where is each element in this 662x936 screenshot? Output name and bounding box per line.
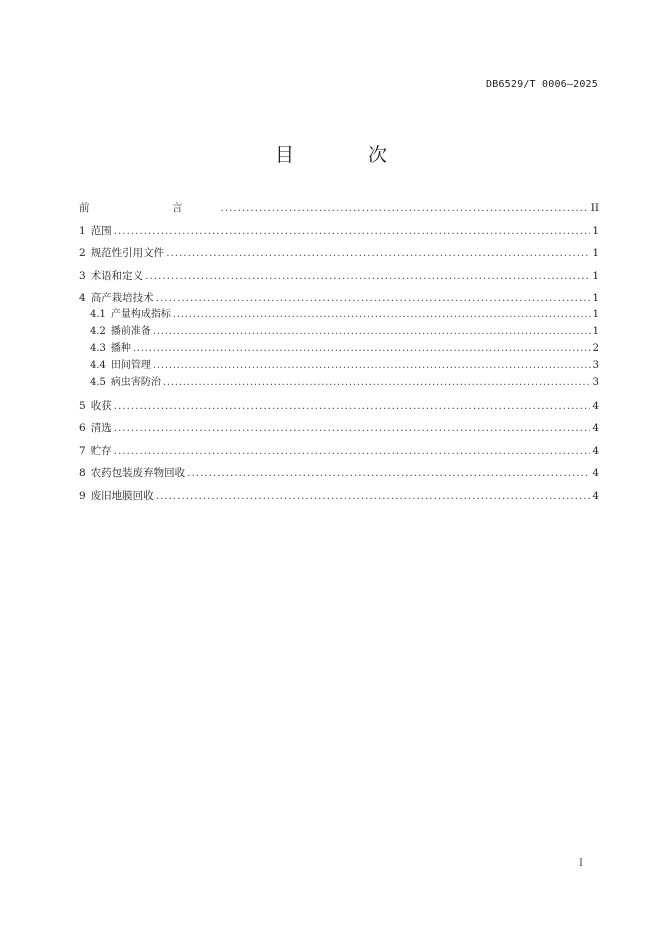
toc-entry-text: 播种: [110, 343, 131, 354]
toc-entry-label: [79, 443, 112, 459]
toc-entry-number: 4.2: [90, 326, 106, 337]
page-number: I: [579, 858, 583, 869]
toc-entry-text: 规范性引用文件: [90, 247, 165, 259]
toc-entry-text: 废旧地膜回收: [90, 489, 154, 502]
toc-entry-page: 4: [592, 444, 599, 457]
toc-entry-number: 1: [79, 224, 86, 237]
toc-entry-5[interactable]: [79, 398, 599, 414]
document-code: DB6529/T 0006—2025: [486, 79, 598, 90]
toc-leader-dots: [187, 465, 590, 481]
toc-leader-dots: [156, 488, 591, 504]
toc-entry-4-3[interactable]: [79, 341, 599, 357]
toc-entry-number: 4.5: [90, 377, 106, 388]
toc-leader-dots: [153, 324, 591, 340]
toc-entry-page: 4: [592, 399, 599, 412]
toc-entry-label: [79, 420, 112, 436]
toc-leader-dots: [166, 245, 590, 261]
toc-entry-text: 术语和定义: [90, 269, 144, 282]
toc-leader-dots: [153, 358, 591, 374]
toc-entry-page: 1: [592, 309, 599, 320]
toc-entry-number: 7: [79, 444, 86, 457]
toc-entry-foreword[interactable]: [79, 200, 599, 216]
toc-entry-number: 4.1: [90, 309, 106, 320]
toc-entry-text: 贮存: [90, 444, 112, 457]
toc-entry-8[interactable]: [79, 465, 599, 481]
toc-entry-3[interactable]: [79, 268, 599, 284]
toc-entry-4[interactable]: [79, 290, 599, 306]
toc-entry-number: 5: [79, 399, 86, 412]
toc-leader-dots: [156, 290, 591, 306]
toc-entry-page: 3: [592, 360, 599, 371]
toc-entry-number: 8: [79, 467, 86, 479]
toc-title-text: 目 次: [274, 144, 422, 166]
toc-entry-page: 1: [592, 224, 599, 237]
toc-title: [0, 140, 662, 167]
toc-entry-label: [79, 245, 164, 261]
toc-entry-label: [79, 268, 143, 284]
toc-entry-text: 田间管理: [110, 360, 151, 371]
toc-entry-label: [90, 341, 131, 357]
toc-entry-label: [90, 307, 171, 323]
toc-leader-dots: [163, 375, 591, 391]
toc-entry-page: 1: [592, 247, 599, 259]
toc-entry-page: 4: [592, 489, 599, 502]
toc-entry-label: [79, 488, 154, 504]
toc-entry-label: [90, 375, 161, 391]
toc-entry-page: 1: [592, 269, 599, 282]
toc-entry-label: [79, 223, 112, 239]
toc-entry-number: 4.3: [90, 343, 106, 354]
toc-entry-label: 前 言: [79, 202, 219, 214]
toc-entry-1[interactable]: [79, 223, 599, 239]
toc-entry-text: 病虫害防治: [110, 377, 161, 388]
toc-entry-9[interactable]: [79, 488, 599, 504]
toc-entry-page: 4: [592, 467, 599, 479]
toc-leader-dots: [114, 223, 591, 239]
toc-leader-dots: [114, 420, 591, 436]
toc-entry-page: 1: [592, 292, 599, 304]
toc-entry-text: 高产栽培技术: [90, 292, 154, 304]
toc-entry-number: 9: [79, 489, 86, 502]
toc-entry-6[interactable]: [79, 420, 599, 436]
toc-entry-label: [90, 358, 151, 374]
toc-leader-dots: [173, 307, 591, 323]
toc-leader-dots: [133, 341, 591, 357]
toc-entry-page: 2: [592, 343, 599, 354]
toc-leader-dots: [221, 200, 589, 216]
toc-leader-dots: [114, 443, 591, 459]
toc-entry-label: [90, 324, 151, 340]
toc-entry-label: [79, 398, 112, 414]
table-of-contents: [79, 200, 599, 504]
toc-entry-4-4[interactable]: [79, 358, 599, 374]
toc-entry-text: 范围: [90, 224, 112, 237]
toc-entry-number: 3: [79, 269, 86, 282]
toc-entry-4-5[interactable]: [79, 375, 599, 391]
toc-entry-4-2[interactable]: [79, 324, 599, 340]
toc-entry-page: 1: [592, 326, 599, 337]
toc-entry-page: II: [590, 202, 599, 214]
toc-entry-text: 收获: [90, 399, 112, 412]
toc-entry-text: 播前准备: [110, 326, 151, 337]
toc-leader-dots: [114, 398, 591, 414]
toc-entry-7[interactable]: [79, 443, 599, 459]
toc-entry-text: 清选: [90, 422, 112, 434]
toc-entry-number: 6: [79, 422, 86, 434]
toc-leader-dots: [145, 268, 590, 284]
toc-entry-label: [79, 290, 154, 306]
toc-entry-text: 产量构成指标: [110, 309, 171, 320]
toc-entry-page: 4: [592, 422, 599, 434]
toc-entry-2[interactable]: [79, 245, 599, 261]
toc-entry-4-1[interactable]: [79, 307, 599, 323]
toc-entry-page: 3: [592, 377, 599, 388]
toc-entry-number: 2: [79, 247, 86, 259]
toc-entry-number: 4.4: [90, 360, 106, 371]
toc-entry-text: 农药包装废弃物回收: [90, 467, 186, 479]
toc-entry-number: 4: [79, 292, 86, 304]
toc-entry-label: [79, 465, 185, 481]
